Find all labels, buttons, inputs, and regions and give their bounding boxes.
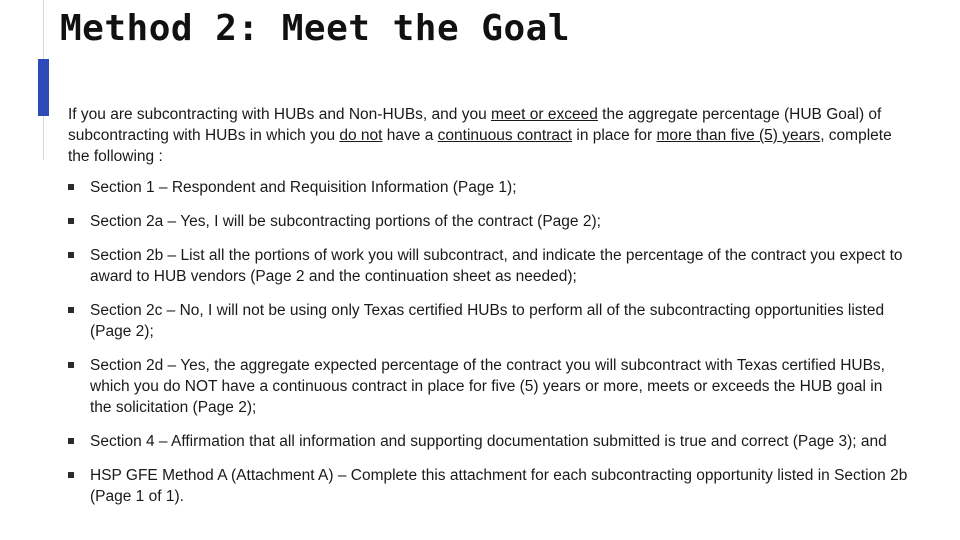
list-item-text: Section 4 – Affirmation that all information and supporting documentation submitted is true and correct (Page 3); and — [90, 433, 887, 450]
list-item — [68, 465, 908, 507]
slide-title: Method 2: Meet the Goal — [60, 8, 570, 49]
list-item-text: Section 2d – Yes, the aggregate expected percentage of the contract you will subcontract with Texas certified HUBs, which you do NOT have a continuous contract in place for five (5) years or more, meets or exceeds the HUB goal in the solicitation (Page 2); — [90, 357, 885, 416]
intro-text: have a — [382, 127, 438, 144]
list-item-text: Section 2c – No, I will not be using only Texas certified HUBs to perform all of the subcontracting opportunities listed (Page 2); — [90, 302, 885, 340]
list-item — [68, 431, 908, 452]
list-item-text: Section 2a – Yes, I will be subcontracting portions of the contract (Page 2); — [90, 213, 601, 230]
list-item-text: Section 2b – List all the portions of work you will subcontract, and indicate the percentage of the contract you expect to award to HUB vendors (Page 2 and the continuation sheet as needed); — [90, 247, 903, 285]
bullet-square-icon — [68, 472, 74, 478]
intro-text: , complete the following : — [68, 127, 892, 165]
accent-bar — [38, 59, 49, 116]
intro-emphasis: meet or exceed — [491, 106, 598, 123]
slide-content — [68, 104, 908, 520]
section-list — [68, 177, 908, 507]
bullet-square-icon — [68, 252, 74, 258]
list-item — [68, 177, 908, 198]
bullet-square-icon — [68, 218, 74, 224]
list-item — [68, 300, 908, 342]
intro-text: If you are subcontracting with HUBs and Non-HUBs, and you — [68, 106, 492, 123]
intro-text: in place for — [572, 127, 657, 144]
list-item — [68, 245, 908, 287]
intro-text: the aggregate percentage (HUB Goal) of subcontracting with HUBs in which you — [68, 106, 882, 144]
list-item — [68, 211, 908, 232]
intro-emphasis: continuous contract — [437, 127, 573, 144]
intro-emphasis: do not — [339, 127, 383, 144]
list-item — [68, 355, 908, 418]
intro-paragraph — [68, 104, 908, 167]
bullet-square-icon — [68, 307, 74, 313]
bullet-square-icon — [68, 184, 74, 190]
list-item-text: HSP GFE Method A (Attachment A) – Complete this attachment for each subcontracting opportunity listed in Section 2b (Page 1 of 1). — [90, 467, 908, 505]
intro-emphasis: more than five (5) years — [656, 127, 821, 144]
bullet-square-icon — [68, 362, 74, 368]
bullet-square-icon — [68, 438, 74, 444]
list-item-text: Section 1 – Respondent and Requisition Information (Page 1); — [90, 179, 517, 196]
